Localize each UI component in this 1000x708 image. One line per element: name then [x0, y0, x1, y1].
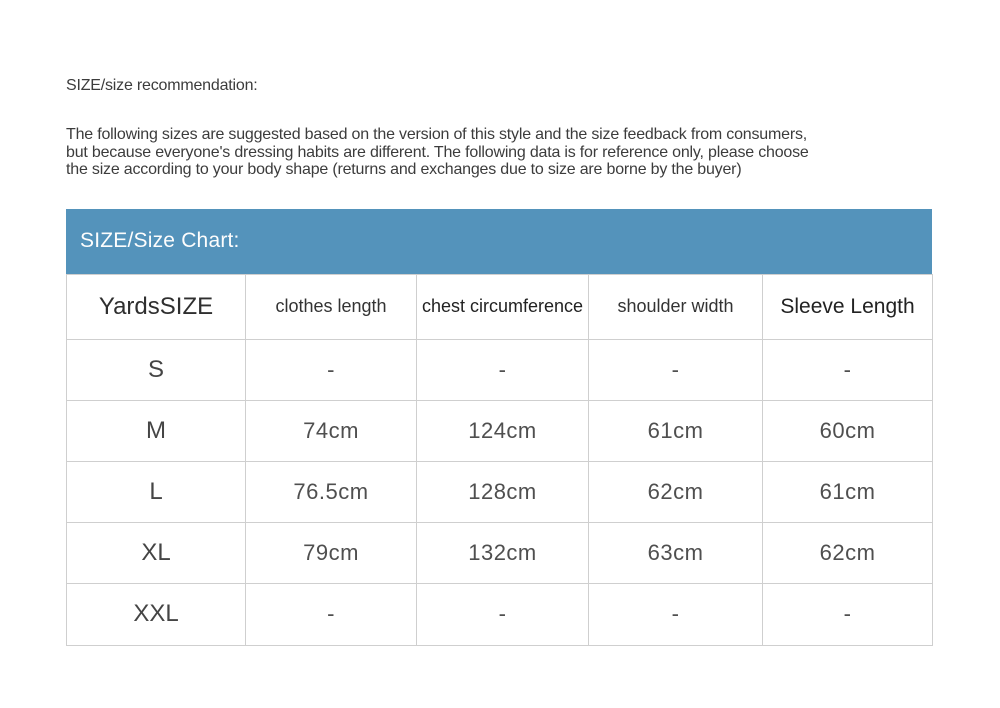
sleeve-length-cell: - [763, 339, 933, 400]
header-row [67, 274, 933, 339]
size-label-cell: XL [67, 522, 246, 583]
col-header-sleeve-length: Sleeve Length [763, 274, 933, 339]
sleeve-length-cell: - [763, 583, 933, 645]
note-line: The following sizes are suggested based on the version of this style and the size feedback from consumers, [66, 126, 807, 143]
section-heading: SIZE/size recommendation: [66, 77, 258, 94]
clothes-length-cell: - [246, 583, 417, 645]
size-note [66, 126, 932, 179]
sleeve-length-cell: 62cm [763, 522, 933, 583]
sleeve-length-cell: 60cm [763, 400, 933, 461]
clothes-length-cell: 79cm [246, 522, 417, 583]
clothes-length-cell: 74cm [246, 400, 417, 461]
chest-circumference-cell: 132cm [417, 522, 589, 583]
table-row-l [67, 461, 933, 522]
sleeve-length-cell: 61cm [763, 461, 933, 522]
col-header-yards-size: YardsSIZE [67, 274, 246, 339]
shoulder-width-cell: 62cm [589, 461, 763, 522]
size-chart-title: SIZE/Size Chart: [80, 229, 240, 252]
note-line: but because everyone's dressing habits are different. The following data is for reference only, please choose [66, 143, 809, 161]
chest-circumference-cell: - [417, 583, 589, 645]
table-row-xl [67, 522, 933, 583]
shoulder-width-cell: 63cm [589, 522, 763, 583]
table-row-m [67, 400, 933, 461]
clothes-length-cell: 76.5cm [246, 461, 417, 522]
table-row-s [67, 339, 933, 400]
table-row-xxl [67, 583, 933, 645]
size-label-cell: S [67, 339, 246, 400]
size-label-cell: M [67, 400, 246, 461]
shoulder-width-cell: - [589, 339, 763, 400]
size-label-cell: L [67, 461, 246, 522]
shoulder-width-cell: - [589, 583, 763, 645]
size-chart-table [66, 274, 933, 646]
chest-circumference-cell: 128cm [417, 461, 589, 522]
size-label-cell: XXL [67, 583, 246, 645]
size-chart-title-bar [66, 209, 932, 274]
chest-circumference-cell: - [417, 339, 589, 400]
size-recommendation-section [66, 0, 932, 646]
col-header-shoulder-width: shoulder width [589, 274, 763, 339]
col-header-chest-circumference: chest circumference [417, 274, 589, 339]
shoulder-width-cell: 61cm [589, 400, 763, 461]
clothes-length-cell: - [246, 339, 417, 400]
col-header-clothes-length: clothes length [246, 274, 417, 339]
chest-circumference-cell: 124cm [417, 400, 589, 461]
note-line: the size according to your body shape (returns and exchanges due to size are borne by the buyer) [66, 161, 742, 178]
